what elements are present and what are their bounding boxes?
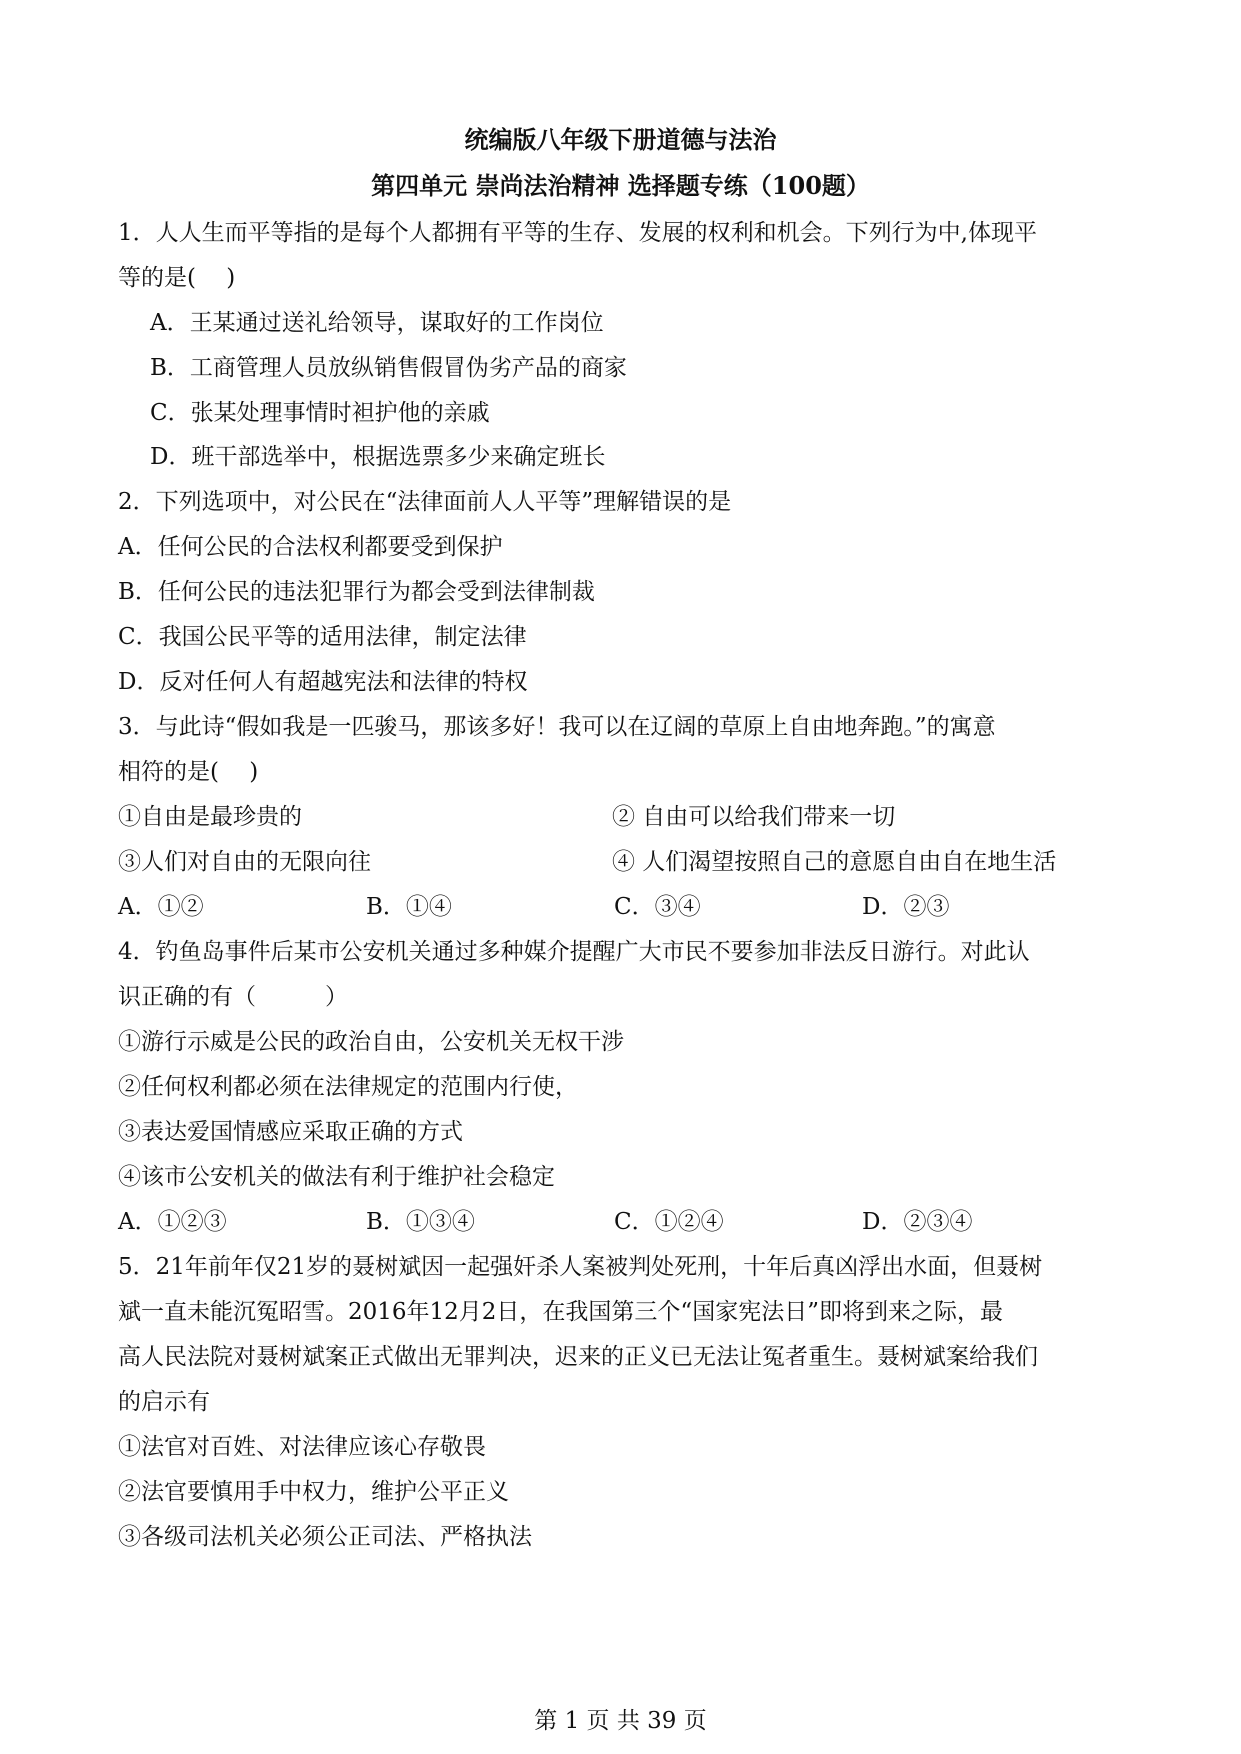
q1-stem-line2: 等的是( ) (118, 265, 236, 291)
q5-stem-line3: 高人民法院对聂树斌案正式做出无罪判决，迟来的正义已无法让冤者重生。聂树斌案给我们 (118, 1344, 1038, 1370)
q2-stem: 2．下列选项中，对公民在“法律面前人人平等”理解错误的是 (118, 489, 732, 515)
q5-item-1: ①法官对百姓、对法律应该心存敬畏 (118, 1434, 486, 1460)
q2-option-d: D．反对任何人有超越宪法和法律的特权 (118, 669, 528, 695)
q3-item-2: ② 自由可以给我们带来一切 (612, 804, 896, 830)
q4-option-c: C．①②④ (614, 1209, 724, 1235)
q4-option-d: D．②③④ (862, 1209, 973, 1235)
q3-option-a: A．①② (118, 894, 204, 920)
q4-option-a: A．①②③ (118, 1209, 227, 1235)
q3-stem-line1: 3．与此诗“假如我是一匹骏马，那该多好！我可以在辽阔的草原上自由地奔跑。”的寓意 (118, 714, 996, 740)
q3-option-c: C．③④ (614, 894, 701, 920)
q4-stem-line2: 识正确的有（ ） (118, 984, 348, 1010)
q4-option-b: B．①③④ (366, 1209, 475, 1235)
q5-item-2: ②法官要慎用手中权力，维护公平正义 (118, 1479, 509, 1505)
q3-item-4: ④ 人们渴望按照自己的意愿自由自在地生活 (612, 849, 1057, 875)
q5-item-3: ③各级司法机关必须公正司法、严格执法 (118, 1524, 532, 1550)
q5-stem-line4: 的启示有 (118, 1389, 210, 1415)
q1-option-d: D．班干部选举中，根据选票多少来确定班长 (150, 444, 606, 470)
q1-stem-line1: 1．人人生而平等指的是每个人都拥有平等的生存、发展的权利和机会。下列行为中,体现平 (118, 220, 1037, 246)
q1-option-b: B．工商管理人员放纵销售假冒伪劣产品的商家 (150, 355, 627, 381)
q2-option-a: A．任何公民的合法权利都要受到保护 (118, 534, 503, 560)
q5-stem-line1: 5．21年前年仅21岁的聂树斌因一起强奸杀人案被判处死刑，十年后真凶浮出水面，但聂树 (118, 1254, 1043, 1280)
document-subtitle: 第四单元 崇尚法治精神 选择题专练（100题） (371, 171, 870, 200)
q5-stem-line2: 斌一直未能沉冤昭雪。2016年12月2日，在我国第三个“国家宪法日”即将到来之际，最 (118, 1299, 1003, 1325)
q3-item-1: ①自由是最珍贵的 (118, 804, 302, 830)
q2-option-c: C．我国公民平等的适用法律，制定法律 (118, 624, 527, 650)
q2-option-b: B．任何公民的违法犯罪行为都会受到法律制裁 (118, 579, 595, 605)
q3-option-d: D．②③ (862, 894, 950, 920)
q1-option-c: C．张某处理事情时袒护他的亲戚 (150, 400, 490, 426)
q3-item-3: ③人们对自由的无限向往 (118, 849, 371, 875)
q3-option-b: B．①④ (366, 894, 452, 920)
page-footer: 第 1 页 共 39 页 (534, 1708, 707, 1734)
q4-item-1: ①游行示威是公民的政治自由，公安机关无权干涉 (118, 1029, 624, 1055)
document-title: 统编版八年级下册道德与法治 (464, 125, 777, 154)
q4-item-4: ④该市公安机关的做法有利于维护社会稳定 (118, 1164, 555, 1190)
q1-option-a: A．王某通过送礼给领导，谋取好的工作岗位 (150, 310, 604, 336)
q4-item-2: ②任何权利都必须在法律规定的范围内行使， (118, 1074, 578, 1100)
q4-stem-line1: 4．钓鱼岛事件后某市公安机关通过多种媒介提醒广大市民不要参加非法反日游行。对此认 (118, 939, 1030, 965)
q3-stem-line2: 相符的是( ) (118, 759, 259, 785)
q4-item-3: ③表达爱国情感应采取正确的方式 (118, 1119, 463, 1145)
